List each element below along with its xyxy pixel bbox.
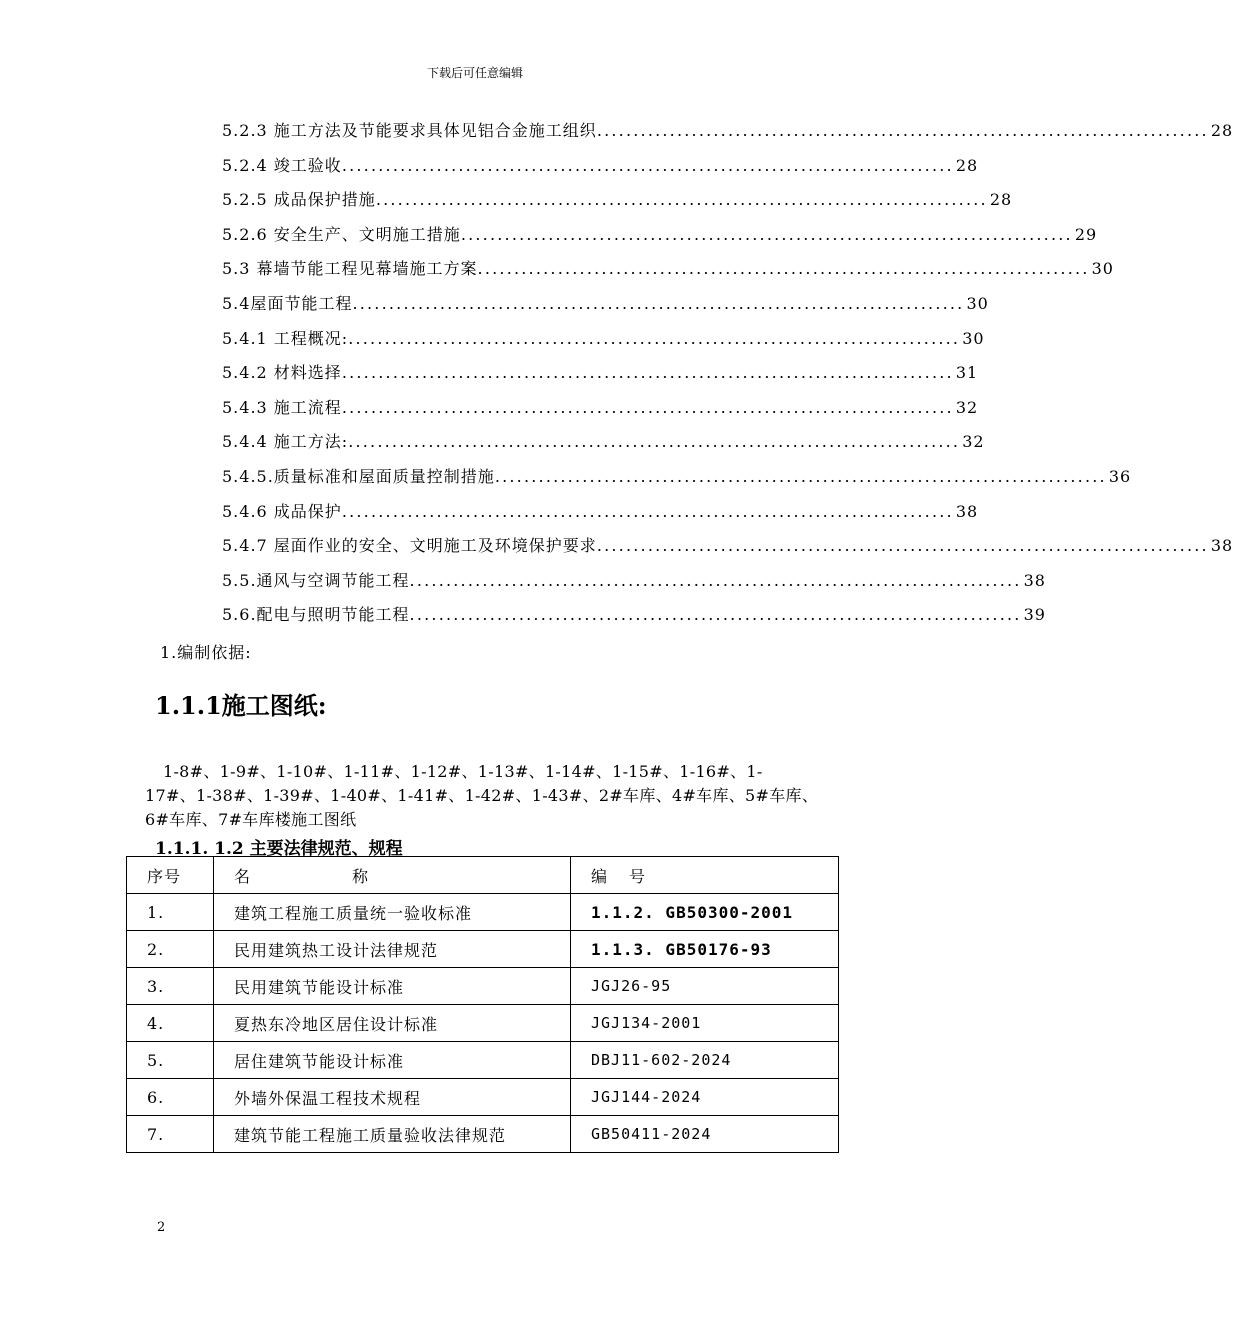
basis-heading: 1.编制依据: bbox=[160, 643, 252, 662]
row-name: 民用建筑热工设计法律规范 bbox=[214, 931, 571, 968]
toc-entry-page: 30 bbox=[966, 293, 989, 313]
drawings-line: 17#、1-38#、1-39#、1-40#、1-41#、1-42#、1-43#、2#车库、4#车库、5#车库、 bbox=[145, 786, 819, 805]
table-row bbox=[127, 894, 839, 931]
toc-entry-title: 5.3 幕墙节能工程见幕墙施工方案 bbox=[222, 259, 478, 279]
table-of-contents bbox=[222, 118, 1233, 637]
toc-leader-dots: .................................................................................... bbox=[375, 190, 988, 210]
toc-entry-page: 39 bbox=[1023, 605, 1046, 625]
table-row bbox=[127, 1042, 839, 1079]
toc-leader-dots: .................................................................................... bbox=[409, 605, 1022, 625]
toc-entry-page: 28 bbox=[955, 155, 979, 175]
toc-entry-title: 5.4.1 工程概况: bbox=[222, 328, 349, 348]
table-row bbox=[127, 1116, 839, 1153]
toc-entry[interactable] bbox=[222, 118, 1233, 153]
header-code-a: 编 bbox=[591, 866, 609, 886]
header-code bbox=[571, 857, 839, 894]
standards-table bbox=[126, 856, 839, 1153]
table-row bbox=[127, 931, 839, 968]
row-no: 4. bbox=[127, 1005, 214, 1042]
toc-leader-dots: .................................................................................... bbox=[348, 328, 961, 348]
row-name: 民用建筑节能设计标准 bbox=[214, 968, 571, 1005]
page-header-note: 下载后可任意编辑 bbox=[426, 66, 523, 80]
row-code: DBJ11-602-2024 bbox=[571, 1042, 839, 1079]
toc-entry[interactable] bbox=[222, 429, 985, 464]
toc-entry[interactable] bbox=[222, 464, 1132, 499]
toc-entry-page: 29 bbox=[1074, 224, 1098, 244]
toc-entry-page: 28 bbox=[989, 190, 1013, 210]
toc-entry-title: 5.4.5.质量标准和屋面质量控制措施 bbox=[222, 466, 495, 486]
row-name: 居住建筑节能设计标准 bbox=[214, 1042, 571, 1079]
toc-entry-title: 5.6.配电与照明节能工程 bbox=[222, 605, 410, 625]
toc-entry-title: 5.2.6 安全生产、文明施工措施 bbox=[222, 224, 461, 244]
toc-entry[interactable] bbox=[222, 256, 1114, 291]
toc-leader-dots: .................................................................................... bbox=[477, 259, 1090, 279]
row-no: 7. bbox=[127, 1116, 214, 1153]
toc-entry[interactable] bbox=[222, 360, 979, 395]
toc-leader-dots: .................................................................................... bbox=[348, 432, 961, 452]
toc-entry-page: 28 bbox=[1210, 121, 1233, 140]
toc-leader-dots: .................................................................................... bbox=[341, 155, 954, 175]
header-no: 序号 bbox=[127, 857, 214, 894]
toc-entry[interactable] bbox=[222, 153, 979, 188]
row-code: 1.1.2. GB50300-2001 bbox=[571, 894, 839, 931]
page-number: 2 bbox=[157, 1220, 166, 1235]
table-row bbox=[127, 1005, 839, 1042]
toc-entry-page: 38 bbox=[955, 501, 979, 521]
toc-entry-title: 5.2.5 成品保护措施 bbox=[222, 190, 376, 210]
drawings-list bbox=[145, 760, 825, 832]
row-no: 2. bbox=[127, 931, 214, 968]
row-name: 夏热东冷地区居住设计标准 bbox=[214, 1005, 571, 1042]
table-row bbox=[127, 968, 839, 1005]
toc-leader-dots: .................................................................................... bbox=[460, 224, 1073, 244]
toc-leader-dots: .................................................................................... bbox=[409, 570, 1022, 590]
toc-leader-dots: .................................................................................... bbox=[341, 397, 954, 417]
toc-entry-title: 5.4屋面节能工程 bbox=[222, 293, 353, 313]
laws-heading: 1.1.1. 1.2 主要法律规范、规程 bbox=[155, 839, 403, 859]
toc-entry-page: 32 bbox=[955, 397, 979, 417]
toc-entry[interactable] bbox=[222, 568, 1046, 603]
drawings-heading: 1.1.1施工图纸: bbox=[155, 691, 327, 720]
toc-entry[interactable] bbox=[222, 499, 979, 534]
row-no: 3. bbox=[127, 968, 214, 1005]
row-code: JGJ134-2001 bbox=[571, 1005, 839, 1042]
row-name: 建筑工程施工质量统一验收标准 bbox=[214, 894, 571, 931]
drawings-line: 6#车库、7#车库楼施工图纸 bbox=[145, 810, 357, 829]
toc-entry-page: 32 bbox=[962, 432, 985, 452]
header-name-a: 名 bbox=[234, 866, 252, 886]
row-code: JGJ144-2024 bbox=[571, 1079, 839, 1116]
toc-entry-page: 31 bbox=[955, 363, 979, 383]
toc-entry[interactable] bbox=[222, 222, 1098, 257]
toc-entry-title: 5.4.7 屋面作业的安全、文明施工及环境保护要求 bbox=[222, 536, 597, 556]
toc-entry[interactable] bbox=[222, 602, 1046, 637]
row-no: 6. bbox=[127, 1079, 214, 1116]
row-name: 建筑节能工程施工质量验收法律规范 bbox=[214, 1116, 571, 1153]
toc-entry-title: 5.2.4 竣工验收 bbox=[222, 155, 342, 175]
toc-leader-dots: .................................................................................... bbox=[352, 293, 965, 313]
row-name: 外墙外保温工程技术规程 bbox=[214, 1079, 571, 1116]
toc-entry-title: 5.4.6 成品保护 bbox=[222, 501, 342, 521]
toc-entry-title: 5.2.3 施工方法及节能要求具体见铝合金施工组织 bbox=[222, 121, 597, 140]
toc-entry-title: 5.5.通风与空调节能工程 bbox=[222, 570, 410, 590]
toc-entry-title: 5.4.3 施工流程 bbox=[222, 397, 342, 417]
row-no: 5. bbox=[127, 1042, 214, 1079]
row-code: GB50411-2024 bbox=[571, 1116, 839, 1153]
toc-leader-dots: .................................................................................... bbox=[341, 363, 954, 383]
toc-leader-dots: .................................................................................... bbox=[341, 501, 954, 521]
toc-leader-dots: .................................................................................... bbox=[596, 121, 1209, 140]
toc-entry-title: 5.4.2 材料选择 bbox=[222, 363, 342, 383]
toc-entry-page: 38 bbox=[1210, 536, 1233, 556]
toc-entry-page: 36 bbox=[1108, 466, 1132, 486]
drawings-line: 1-8#、1-9#、1-10#、1-11#、1-12#、1-13#、1-14#、1-15#、1-16#、1- bbox=[163, 762, 763, 781]
toc-leader-dots: .................................................................................... bbox=[596, 536, 1209, 556]
toc-entry-page: 38 bbox=[1023, 570, 1046, 590]
toc-entry[interactable] bbox=[222, 187, 1013, 222]
table-header-row bbox=[127, 857, 839, 894]
header-name bbox=[214, 857, 571, 894]
toc-entry[interactable] bbox=[222, 395, 979, 430]
toc-entry-page: 30 bbox=[1091, 259, 1114, 279]
toc-entry-page: 30 bbox=[962, 328, 985, 348]
toc-entry[interactable] bbox=[222, 326, 985, 361]
toc-entry[interactable] bbox=[222, 291, 989, 326]
toc-entry[interactable] bbox=[222, 533, 1233, 568]
table-row bbox=[127, 1079, 839, 1116]
toc-leader-dots: .................................................................................... bbox=[494, 466, 1107, 486]
row-no: 1. bbox=[127, 894, 214, 931]
row-code: 1.1.3. GB50176-93 bbox=[571, 931, 839, 968]
row-code: JGJ26-95 bbox=[571, 968, 839, 1005]
toc-entry-title: 5.4.4 施工方法: bbox=[222, 432, 349, 452]
header-code-b: 号 bbox=[628, 866, 646, 886]
header-name-b: 称 bbox=[351, 866, 369, 886]
